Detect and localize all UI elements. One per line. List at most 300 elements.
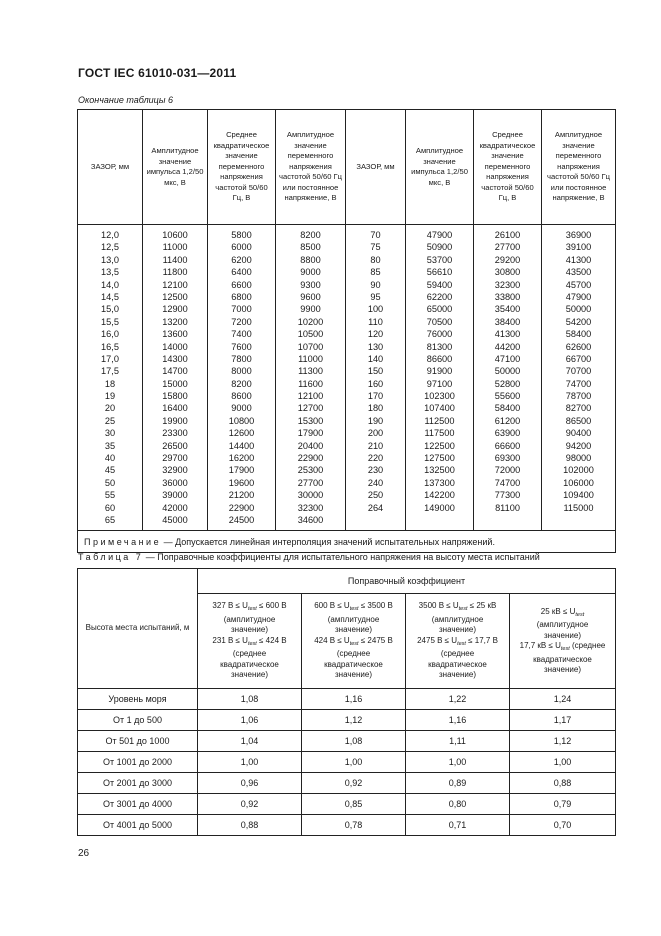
table6-cell: 32900: [162, 465, 188, 476]
table6-cell: 16,0: [101, 329, 119, 340]
table6-cell: 91900: [426, 366, 453, 377]
table6-cell: 25300: [297, 465, 324, 476]
header-text: (амплитудное: [223, 614, 276, 624]
table7-cell: 1,08: [302, 731, 406, 752]
table7-row: [78, 773, 616, 794]
table6-cell: 20: [104, 403, 116, 414]
table7-row-label: От 2001 до 3000: [78, 773, 198, 794]
table6-cell: 9300: [300, 279, 321, 290]
table6-cell: 9000: [300, 267, 321, 278]
table7-row-label: Уровень моря: [78, 689, 198, 710]
header-line: [408, 625, 507, 636]
table6-header-cell: Амплитудное значение импульса 1,2/50 мкс, В: [143, 110, 208, 225]
table6-cell: 122500: [424, 440, 455, 451]
table6-cell: 26500: [162, 440, 188, 451]
table6-cell: 43500: [565, 267, 592, 278]
table6-caption: Окончание таблицы 6: [78, 95, 173, 105]
table6-cell: 16200: [228, 453, 255, 464]
table6-cell: 11000: [298, 353, 323, 364]
table7-row-header: Высота места испытаний, м: [78, 569, 198, 689]
header-text: ≤ 17,7 В: [465, 635, 498, 645]
header-subscript: test: [349, 606, 359, 613]
table6-cell: 11800: [162, 267, 188, 278]
table6-cell: 150: [367, 366, 384, 377]
header-line: [304, 670, 403, 681]
table6-cell: 115000: [563, 502, 594, 513]
table6-cell: 30800: [494, 267, 521, 278]
table6-cell: 85: [370, 267, 381, 278]
table7-cell: 1,00: [302, 752, 406, 773]
table6-header-cell: Амплитудное значение импульса 1,2/50 мкс, В: [406, 110, 474, 225]
table6-cell: 9900: [300, 304, 321, 315]
header-text: значение): [439, 670, 476, 680]
table7-cell: 1,00: [406, 752, 510, 773]
table6-cell: 32300: [297, 502, 324, 513]
header-subscript: test: [457, 640, 466, 647]
table6-data-row: [78, 225, 616, 531]
table6-cell: 55: [104, 490, 116, 501]
table6-cell: 58400: [494, 403, 521, 414]
table6-cell: 97100: [426, 378, 453, 389]
table6-cell: 60: [104, 502, 116, 513]
table7-col-header: [510, 594, 616, 689]
table6-cell: 94200: [565, 440, 592, 451]
table6-cell: 32300: [494, 279, 521, 290]
header-line: [304, 636, 403, 650]
table7-col-header: [198, 594, 302, 689]
header-line: [200, 601, 299, 615]
table6-column: [78, 225, 143, 531]
table6-cell: 45000: [162, 514, 188, 525]
table6-cell: 86500: [565, 415, 592, 426]
header-line: [512, 665, 613, 676]
table6-column: [143, 225, 208, 531]
document-header: ГОСТ IEC 61010-031—2011: [78, 66, 237, 80]
table6-cell: 69300: [494, 453, 521, 464]
table6-cell: 39100: [565, 242, 592, 253]
table6-cell: 33800: [494, 291, 521, 302]
table6-cell: 82700: [565, 403, 592, 414]
header-text: ≤ 424 В: [256, 635, 287, 645]
table7-cell: 1,11: [406, 731, 510, 752]
table6-cell: 29700: [162, 453, 188, 464]
header-line: [408, 601, 507, 615]
table6-cell: 39000: [162, 490, 188, 501]
table6-cell: 81100: [495, 502, 520, 513]
table6-cell: 142200: [424, 490, 455, 501]
table6-cell: 23300: [162, 428, 188, 439]
table6-cell: 41300: [494, 329, 521, 340]
table7-cell: 0,79: [510, 794, 616, 815]
table6-cell: 22900: [228, 502, 255, 513]
table6-cell: 14400: [228, 440, 255, 451]
table6-cell: 107400: [424, 403, 455, 414]
table6-cell: 6000: [231, 242, 252, 253]
header-text: значение): [231, 625, 268, 635]
table7-row: [78, 710, 616, 731]
table6-cell: 106000: [563, 477, 594, 488]
table6-cell: 7600: [231, 341, 252, 352]
header-subscript: test: [560, 646, 570, 652]
table6-cell: 27700: [494, 242, 521, 253]
table7-row-label: От 1 до 500: [78, 710, 198, 731]
table6-header-row: [78, 110, 616, 225]
header-text: ≤ 25 кВ: [467, 601, 497, 611]
table7-cell: 1,22: [406, 689, 510, 710]
header-text: (амплитудное: [327, 614, 380, 624]
table7-row: [78, 815, 616, 836]
table7-col-header: [406, 594, 510, 689]
header-text: (среднее: [232, 649, 267, 659]
table6-cell: 30000: [297, 490, 324, 501]
table6-cell: 27700: [297, 477, 324, 488]
table6-header-cell: ЗАЗОР, мм: [78, 110, 143, 225]
header-subscript: test: [575, 611, 585, 618]
table6-column: [208, 225, 276, 531]
header-text: 424 В ≤ U: [314, 635, 350, 645]
table6-cell: 9000: [231, 403, 252, 414]
table6-cell: 10800: [228, 415, 255, 426]
header-subscript: test: [247, 606, 257, 613]
table6-cell: 18: [104, 378, 116, 389]
header-line: [304, 615, 403, 626]
table6-cell: 59400: [426, 279, 453, 290]
table6-cell: 24500: [228, 514, 255, 525]
table-6: [77, 109, 616, 553]
header-text: (среднее: [569, 641, 606, 650]
table7-cell: 1,24: [510, 689, 616, 710]
table6-cell: 11400: [162, 254, 188, 265]
table6-cell: 74700: [494, 477, 521, 488]
header-text: значение): [544, 665, 581, 674]
header-line: [304, 601, 403, 615]
table7-cell: 1,00: [198, 752, 302, 773]
table6-cell: 62600: [565, 341, 592, 352]
table6-cell: 70700: [565, 366, 592, 377]
note-text: — Допускается линейная интерполяция значений испытательных напряжений.: [161, 536, 495, 547]
table6-cell: 240: [367, 477, 384, 488]
header-text: 231 В ≤ U: [212, 635, 248, 645]
table6-cell: 80: [370, 254, 381, 265]
table6-cell: 14,0: [101, 279, 119, 290]
table6-cell: 127500: [424, 453, 455, 464]
table6-cell: 90: [370, 279, 381, 290]
header-subscript: test: [458, 606, 468, 613]
table6-cell: 17900: [228, 465, 255, 476]
table6-cell: 8800: [300, 254, 321, 265]
header-text: значение): [231, 670, 268, 680]
header-text: 600 В ≤ U: [314, 601, 350, 611]
table6-cell: 50000: [494, 366, 521, 377]
table6-cell: 14,5: [101, 291, 119, 302]
table6-cell: 14000: [162, 341, 188, 352]
table7-row: [78, 794, 616, 815]
header-text: 25 кВ ≤ U: [540, 606, 576, 616]
header-text: 2475 В ≤ U: [417, 635, 458, 645]
table6-cell: 15,5: [101, 316, 119, 327]
table6-cell: 45: [104, 465, 116, 476]
header-text: (амплитудное: [536, 620, 589, 629]
table6-cell: 264: [367, 502, 384, 513]
table6-cell: 7400: [231, 329, 252, 340]
table6-cell: 8600: [231, 391, 252, 402]
header-text: значение): [335, 625, 372, 635]
table6-header-cell: ЗАЗОР, мм: [346, 110, 406, 225]
table7-row-label: От 4001 до 5000: [78, 815, 198, 836]
table6-cell: 70500: [426, 316, 453, 327]
table7-cell: 0,92: [302, 773, 406, 794]
table6-cell: 66700: [565, 353, 592, 364]
table7-cell: 0,92: [198, 794, 302, 815]
table6-cell: 63900: [494, 428, 521, 439]
table6-note: [78, 531, 616, 553]
table6-cell: 35400: [494, 304, 521, 315]
table6-cell: 210: [367, 440, 384, 451]
table6-cell: 16,5: [101, 341, 119, 352]
header-line: [408, 649, 507, 660]
table6-cell: 15000: [162, 378, 188, 389]
table6-cell: 74700: [565, 378, 592, 389]
table6-cell: 13,5: [101, 267, 119, 278]
header-line: [304, 625, 403, 636]
table6-cell: 16400: [162, 403, 188, 414]
header-text: (среднее: [336, 649, 371, 659]
header-subscript: test: [247, 640, 257, 647]
table6-cell: 19: [104, 391, 116, 402]
table6-cell: 29200: [494, 254, 521, 265]
header-line: [200, 649, 299, 660]
table6-cell: 98000: [565, 453, 592, 464]
table6-cell: 77300: [494, 490, 521, 501]
table6-cell: 117500: [424, 428, 455, 439]
table6-cell: 7800: [231, 353, 252, 364]
table6-cell: 170: [367, 391, 384, 402]
header-line: [304, 649, 403, 660]
table6-cell: 50: [104, 477, 116, 488]
table7-cell: 1,12: [510, 731, 616, 752]
table7-cell: 1,17: [510, 710, 616, 731]
header-line: [200, 625, 299, 636]
header-line: [408, 670, 507, 681]
table6-cell: 58400: [565, 329, 592, 340]
table6-cell: 8500: [300, 242, 321, 253]
table6-cell: 10700: [297, 341, 324, 352]
table6-cell: 12500: [162, 291, 188, 302]
table6-cell: 90400: [565, 428, 592, 439]
page-number: 26: [78, 848, 90, 859]
table7-col-header: [302, 594, 406, 689]
table7-cell: 1,08: [198, 689, 302, 710]
table6-cell: 11300: [298, 366, 323, 377]
table6-cell: 220: [367, 453, 384, 464]
table6-cell: 42000: [162, 502, 188, 513]
table6-cell: 132500: [424, 465, 455, 476]
table6-cell: 52800: [494, 378, 521, 389]
table7-group-row: [78, 569, 616, 594]
table6-note-row: [78, 531, 616, 553]
header-text: ≤ 600 В: [256, 601, 287, 611]
table7-caption-text: — Поправочные коэффициенты для испытательного напряжения на высоту места испытаний: [143, 552, 540, 562]
table6-cell: 149000: [424, 502, 455, 513]
table6-cell: 6600: [231, 279, 252, 290]
table6-cell: 12,5: [101, 242, 119, 253]
table7-row-label: От 501 до 1000: [78, 731, 198, 752]
header-text: ≤ 2475 В: [358, 635, 393, 645]
table6-cell: 53700: [426, 254, 453, 265]
table6-cell: 76000: [426, 329, 453, 340]
table6-cell: 38400: [494, 316, 521, 327]
header-line: [512, 655, 613, 666]
table6-cell: 8200: [231, 378, 252, 389]
table6-cell: 95: [370, 291, 381, 302]
header-text: квадратическое: [533, 654, 592, 664]
table6-cell: 21200: [228, 490, 255, 501]
table6-cell: 41300: [565, 254, 592, 265]
table6-cell: 5800: [231, 230, 252, 240]
table6-cell: 190: [367, 415, 384, 426]
header-line: [200, 670, 299, 681]
table6-cell: 8000: [231, 366, 252, 377]
table6-cell: 17,0: [101, 353, 119, 364]
table6-cell: 34600: [297, 514, 324, 525]
table6-cell: 66600: [494, 440, 521, 451]
table6-cell: 65000: [426, 304, 453, 315]
table6-cell: 137300: [424, 477, 455, 488]
header-line: [512, 607, 613, 621]
table6-cell: 230: [367, 465, 384, 476]
table6-cell: 54200: [565, 316, 592, 327]
table6-cell: 160: [367, 378, 384, 389]
table6-cell: 6800: [231, 291, 252, 302]
table6-cell: 10500: [297, 329, 324, 340]
table6-cell: 70: [370, 230, 381, 240]
table6-cell: 26100: [494, 230, 521, 240]
table6-cell: 15800: [162, 391, 188, 402]
table6-cell: 75: [370, 242, 381, 253]
table6-cell: 12100: [297, 391, 324, 402]
table7-row: [78, 689, 616, 710]
table6-cell: 13,0: [101, 254, 119, 265]
table6-cell: 30: [104, 428, 116, 439]
header-text: 3500 В ≤ U: [418, 601, 459, 611]
table6-header-cell: Амплитудное значение переменного напряжения частотой 50/60 Гц или постоянное напряжение, В: [542, 110, 616, 225]
table6-cell: 6400: [231, 267, 252, 278]
table6-cell: 19900: [162, 415, 188, 426]
header-subscript: test: [349, 640, 359, 647]
header-line: [200, 660, 299, 671]
table6-cell: 15,0: [101, 304, 119, 315]
table7-cell: 1,04: [198, 731, 302, 752]
table6-column: [346, 225, 406, 531]
table7-cell: 0,96: [198, 773, 302, 794]
table6-cell: 65: [104, 514, 116, 525]
table6-cell: 45700: [565, 279, 592, 290]
table7-cell: 0,85: [302, 794, 406, 815]
table6-column: [542, 225, 616, 531]
table6-header-cell: Среднее квадратическое значение переменного напряжения частотой 50/60 Гц, В: [474, 110, 542, 225]
table6-cell: 7200: [231, 316, 252, 327]
table6-cell: 11000: [162, 242, 188, 253]
table7-cell: 1,06: [198, 710, 302, 731]
table6-cell: 10200: [297, 316, 324, 327]
header-text: квадратическое: [220, 659, 279, 669]
table6-column: [474, 225, 542, 531]
table6-cell: 78700: [565, 391, 592, 402]
table6-cell: 12600: [228, 428, 255, 439]
header-text: 327 В ≤ U: [212, 601, 248, 611]
table6-cell: 12100: [162, 279, 188, 290]
header-line: [408, 660, 507, 671]
table6-cell: 40: [104, 453, 116, 464]
header-text: (среднее: [440, 649, 475, 659]
table7-caption-label: Таблица 7: [78, 552, 144, 562]
header-line: [512, 631, 613, 642]
table7-caption: [78, 552, 540, 562]
table6-cell: 47900: [426, 230, 453, 240]
table6-cell: 110: [368, 316, 383, 327]
table6-cell: 120: [367, 329, 384, 340]
table6-column: [406, 225, 474, 531]
table6-cell: 12900: [162, 304, 188, 315]
table6-cell: 35: [104, 440, 116, 451]
table6-cell: 102300: [424, 391, 455, 402]
table7-cell: 0,80: [406, 794, 510, 815]
table6-cell: 17,5: [101, 366, 119, 377]
table6-cell: 12,0: [101, 230, 119, 240]
table6-cell: 15300: [297, 415, 324, 426]
table6-cell: 22900: [297, 453, 324, 464]
table6-cell: 112500: [424, 415, 455, 426]
header-line: [200, 615, 299, 626]
table6-cell: 100: [367, 304, 384, 315]
table6-cell: 10600: [162, 230, 188, 240]
table6-cell: 55600: [494, 391, 521, 402]
table6-header-cell: Амплитудное значение переменного напряжения частотой 50/60 Гц или постоянное напряжение, В: [276, 110, 346, 225]
table7-cell: 1,16: [406, 710, 510, 731]
table6-cell: 8200: [300, 230, 321, 240]
table6-cell: 180: [367, 403, 384, 414]
table6-cell: 19600: [228, 477, 255, 488]
header-line: [408, 615, 507, 626]
table6-cell: 140: [367, 353, 384, 364]
table6-cell: 14700: [162, 366, 188, 377]
table7-row-label: От 1001 до 2000: [78, 752, 198, 773]
table6-cell: 61200: [494, 415, 521, 426]
table6-cell: 62200: [426, 291, 453, 302]
header-text: значение): [335, 670, 372, 680]
header-text: ≤ 3500 В: [358, 601, 393, 611]
table6-cell: 13600: [162, 329, 188, 340]
table6-cell: 36900: [565, 230, 592, 240]
header-text: квадратическое: [324, 659, 383, 669]
table7-row-label: От 3001 до 4000: [78, 794, 198, 815]
table6-cell: 36000: [162, 477, 188, 488]
table-7: [77, 568, 616, 836]
table6-cell: 81300: [426, 341, 453, 352]
header-line: [512, 641, 613, 655]
table6-cell: 12700: [297, 403, 324, 414]
table7-group-header: Поправочный коэффициент: [198, 569, 616, 594]
table6-cell: 14300: [162, 353, 188, 364]
table6-cell: 47900: [565, 291, 592, 302]
header-line: [304, 660, 403, 671]
table6-cell: 47100: [494, 353, 521, 364]
header-text: значение): [439, 625, 476, 635]
table7-cell: 1,00: [510, 752, 616, 773]
note-label: Примечание: [84, 536, 162, 547]
header-line: [512, 620, 613, 631]
table6-cell: 50000: [565, 304, 592, 315]
